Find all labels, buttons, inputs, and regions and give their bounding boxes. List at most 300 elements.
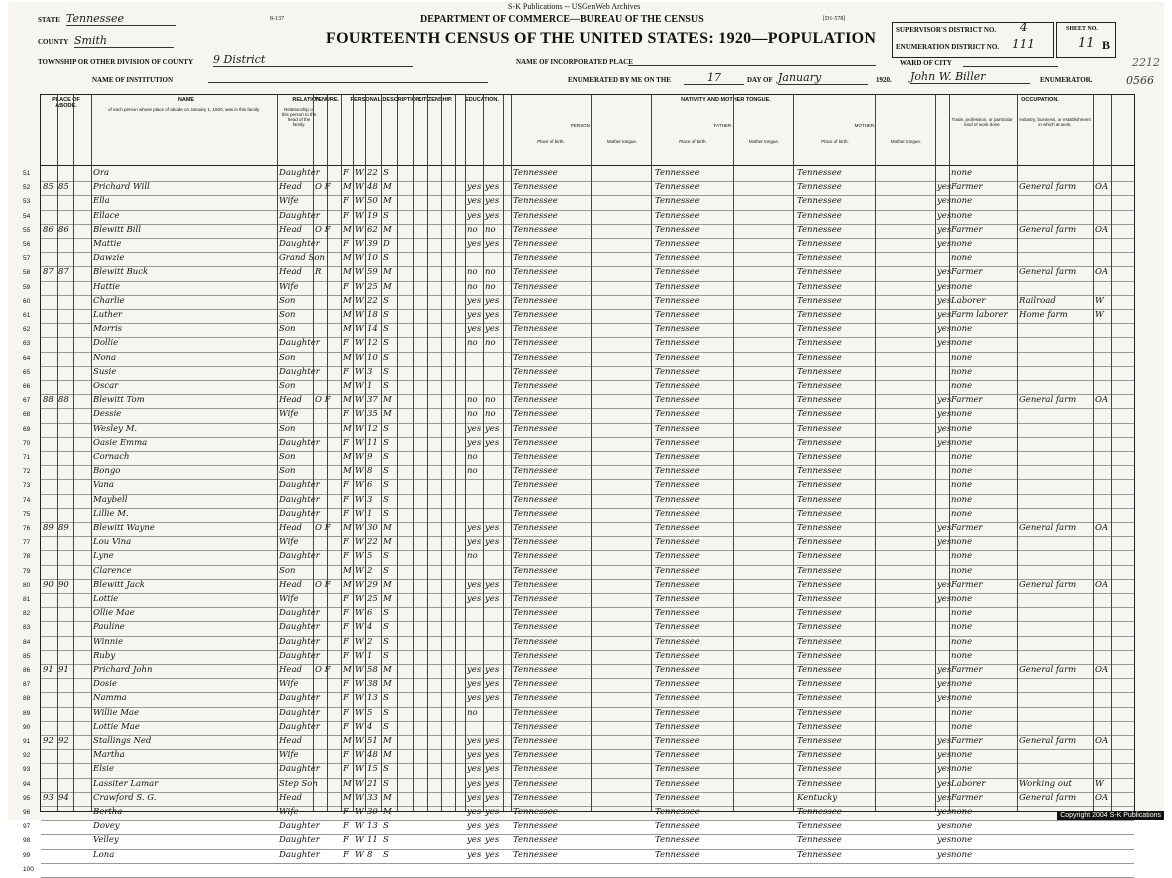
cell-sex: F: [343, 650, 349, 661]
banner: S-K Publications -- USGenWeb Archives: [508, 2, 641, 11]
column-rule: [427, 95, 428, 811]
cell-rel: Grand Son: [279, 253, 325, 264]
cell-rel: Wife: [279, 807, 299, 817]
cell-fbirth: Tennessee: [655, 636, 700, 647]
ward-value: [963, 66, 1058, 67]
cell-mbirth: Tennessee: [797, 253, 842, 264]
cell-ms: M: [383, 537, 392, 548]
cell-age: 39: [367, 239, 378, 249]
cell-birth: Tennessee: [513, 182, 558, 193]
cell-write: yes: [485, 182, 500, 193]
cell-race: W: [355, 707, 364, 718]
person-tongue-subhead: Mother tongue.: [606, 139, 638, 144]
cell-sex: F: [343, 409, 349, 420]
cell-rel: Head: [279, 579, 302, 590]
cell-name: Susie: [93, 366, 117, 377]
cell-write: no: [485, 409, 496, 420]
line-number: 55: [23, 226, 31, 234]
cell-speak: yes: [937, 324, 952, 335]
cell-mbirth: Tennessee: [797, 665, 842, 675]
cell-sex: M: [343, 423, 352, 434]
cell-ind: Railroad: [1019, 295, 1056, 306]
cell-race: W: [355, 565, 364, 576]
sheet-side: B: [1102, 38, 1111, 52]
cell-sex: F: [343, 835, 349, 846]
cell-fbirth: Tennessee: [655, 295, 700, 306]
header-separator: [41, 165, 1134, 166]
cell-ms: S: [383, 295, 389, 306]
cell-age: 12: [367, 338, 378, 349]
cell-mbirth: Tennessee: [797, 693, 842, 704]
cell-race: W: [355, 239, 364, 249]
cell-sex: M: [343, 182, 352, 193]
cell-read: no: [467, 338, 478, 349]
cell-name: Blewitt Wayne: [93, 523, 155, 533]
cell-fbirth: Tennessee: [655, 537, 700, 548]
cell-age: 8: [367, 849, 373, 860]
cell-sex: F: [343, 196, 349, 207]
cell-sex: M: [343, 665, 352, 675]
cell-speak: yes: [937, 224, 952, 235]
cell-birth: Tennessee: [513, 239, 558, 249]
cell-ms: M: [383, 224, 392, 235]
cell-dw: 85: [43, 182, 54, 193]
line-number: 60: [23, 297, 31, 305]
cell-race: W: [355, 608, 364, 619]
cell-race: W: [355, 310, 364, 320]
cell-occ: Farmer: [951, 395, 983, 406]
cell-birth: Tennessee: [513, 736, 558, 746]
cell-ms: M: [383, 523, 392, 533]
cell-ms: M: [383, 409, 392, 420]
cell-race: W: [355, 849, 364, 860]
cell-mbirth: Tennessee: [797, 480, 842, 491]
cell-fbirth: Tennessee: [655, 409, 700, 420]
state-value: Tennessee: [66, 12, 176, 26]
cell-mbirth: Tennessee: [797, 835, 842, 846]
cell-fbirth: Tennessee: [655, 366, 700, 377]
cell-rel: Head: [279, 792, 302, 803]
cell-rel: Step Son: [279, 778, 318, 789]
cell-race: W: [355, 338, 364, 349]
line-number: 71: [23, 454, 31, 461]
cell-birth: Tennessee: [513, 466, 558, 477]
cell-age: 58: [367, 665, 378, 675]
cell-rel: Daughter: [279, 366, 320, 377]
cell-fbirth: Tennessee: [655, 452, 700, 462]
cell-birth: Tennessee: [513, 579, 558, 590]
cell-birth: Tennessee: [513, 551, 558, 562]
cell-write: yes: [485, 239, 500, 249]
line-number: 74: [23, 496, 31, 504]
cell-age: 21: [367, 778, 378, 789]
cell-name: Bongo: [93, 466, 121, 477]
cell-rel: Daughter: [279, 480, 320, 491]
cell-age: 48: [367, 750, 378, 761]
cell-write: no: [485, 267, 496, 278]
cell-sex: M: [343, 579, 352, 590]
cell-birth: Tennessee: [513, 622, 558, 633]
cell-rel: Daughter: [279, 168, 320, 178]
cell-dw: 93: [43, 792, 54, 803]
cell-fbirth: Tennessee: [655, 551, 700, 562]
cell-read: yes: [467, 835, 482, 846]
name-description: of each person whose place of abode on January 1, 1920, was in this family.: [107, 107, 260, 112]
cell-mbirth: Tennessee: [797, 281, 842, 292]
column-rule: [483, 95, 484, 811]
cell-sex: M: [343, 295, 352, 306]
cell-name: Nona: [93, 352, 117, 363]
cell-mbirth: Tennessee: [797, 182, 842, 193]
group-occupation: OCCUPATION.: [1021, 97, 1059, 103]
cell-race: W: [355, 721, 364, 732]
cell-mbirth: Tennessee: [797, 679, 842, 690]
cell-read: yes: [467, 792, 482, 803]
cell-rel: Daughter: [279, 608, 320, 619]
cell-read: yes: [467, 594, 482, 604]
cell-speak: yes: [937, 693, 952, 704]
line-number: 78: [23, 553, 31, 561]
cell-name: Martha: [93, 750, 125, 761]
cell-name: Pauline: [93, 622, 125, 633]
cell-birth: Tennessee: [513, 523, 558, 533]
line-number: 92: [23, 752, 31, 760]
cell-birth: Tennessee: [513, 267, 558, 278]
cell-read: yes: [467, 807, 482, 817]
line-number: 73: [23, 482, 31, 490]
cell-race: W: [355, 466, 364, 477]
cell-name: Charlie: [93, 295, 125, 306]
cell-read: no: [467, 551, 478, 562]
cell-occ: Farmer: [951, 224, 983, 235]
cell-race: W: [355, 480, 364, 491]
cell-occ: none: [951, 707, 973, 718]
cell-mbirth: Tennessee: [797, 807, 842, 817]
person-birth-subhead: Place of birth.: [537, 139, 565, 144]
cell-name: Dollie: [93, 338, 119, 349]
cell-birth: Tennessee: [513, 608, 558, 619]
cell-race: W: [355, 594, 364, 604]
cell-name: Blewitt Buck: [93, 267, 149, 278]
cell-sex: F: [343, 679, 349, 690]
cell-ind: General farm: [1019, 182, 1077, 193]
column-rule: [875, 95, 876, 811]
incorporated-value: [628, 65, 876, 66]
cell-read: yes: [467, 310, 482, 320]
county-label: COUNTY: [38, 38, 69, 46]
cell-birth: Tennessee: [513, 807, 558, 817]
cell-sex: M: [343, 395, 352, 406]
cell-speak: yes: [937, 792, 952, 803]
column-rule: [455, 95, 456, 811]
line-number: 67: [23, 397, 31, 405]
cell-fbirth: Tennessee: [655, 849, 700, 860]
cell-race: W: [355, 551, 364, 562]
cell-sex: F: [343, 338, 349, 349]
mother-tongue-subhead: Mother tongue.: [890, 139, 922, 144]
cell-write: yes: [485, 594, 500, 604]
line-number: 96: [23, 809, 31, 816]
cell-fbirth: Tennessee: [655, 324, 700, 335]
mother-subhead: MOTHER.: [854, 123, 876, 128]
group-name: NAME: [177, 97, 195, 103]
line-number: 81: [23, 596, 31, 603]
cell-rel: Daughter: [279, 707, 320, 718]
cell-speak: yes: [937, 523, 952, 533]
cell-rel: Daughter: [279, 821, 320, 832]
cell-birth: Tennessee: [513, 352, 558, 363]
cell-race: W: [355, 764, 364, 775]
line-number: 90: [23, 723, 31, 731]
cell-rel: Daughter: [279, 622, 320, 633]
line-number: 97: [23, 823, 31, 831]
cell-read: no: [467, 267, 478, 278]
cell-race: W: [355, 409, 364, 420]
cell-rel: Head: [279, 395, 302, 406]
cell-code: OA: [1095, 736, 1109, 746]
cell-birth: Tennessee: [513, 792, 558, 803]
cell-birth: Tennessee: [513, 480, 558, 491]
cell-fbirth: Tennessee: [655, 437, 700, 448]
cell-ms: S: [383, 636, 389, 647]
cell-occ: none: [951, 324, 973, 335]
cell-mbirth: Tennessee: [797, 565, 842, 576]
cell-rel: Son: [279, 565, 296, 576]
cell-sex: F: [343, 750, 349, 761]
cell-mbirth: Tennessee: [797, 338, 842, 349]
cell-age: 38: [367, 679, 378, 690]
cell-fbirth: Tennessee: [655, 508, 700, 519]
cell-tenure: O F: [315, 665, 331, 675]
line-number: 76: [23, 525, 31, 532]
cell-fbirth: Tennessee: [655, 579, 700, 590]
line-number: 66: [23, 383, 31, 390]
cell-sex: F: [343, 608, 349, 619]
cell-mbirth: Tennessee: [797, 764, 842, 775]
cell-rel: Head: [279, 224, 302, 235]
cell-rel: Son: [279, 423, 296, 434]
cell-mbirth: Tennessee: [797, 324, 842, 335]
cell-speak: yes: [937, 239, 952, 249]
cell-code: W: [1095, 778, 1104, 789]
line-number: 86: [23, 667, 31, 674]
form-code: 8-137: [270, 16, 284, 22]
cell-name: Ellace: [93, 210, 120, 221]
cell-sex: M: [343, 310, 352, 320]
cell-age: 29: [367, 579, 378, 590]
cell-write: yes: [485, 778, 500, 789]
column-rule: [793, 95, 794, 811]
cell-read: yes: [467, 764, 482, 775]
cell-mbirth: Tennessee: [797, 821, 842, 832]
cell-sex: F: [343, 636, 349, 647]
cell-code: OA: [1095, 267, 1109, 278]
cell-birth: Tennessee: [513, 452, 558, 462]
cell-ms: D: [383, 239, 390, 249]
day-of-label: DAY OF: [747, 76, 773, 84]
cell-rel: Wife: [279, 679, 299, 690]
cell-age: 22: [367, 168, 378, 178]
cell-race: W: [355, 508, 364, 519]
cell-mbirth: Kentucky: [797, 792, 838, 803]
cell-age: 35: [367, 409, 378, 420]
cell-name: Hattie: [93, 281, 121, 292]
department-heading: DEPARTMENT OF COMMERCE—BUREAU OF THE CENSUS: [420, 14, 704, 25]
cell-mbirth: Tennessee: [797, 295, 842, 306]
cell-dw: 88: [43, 395, 54, 406]
cell-age: 1: [367, 508, 373, 519]
column-rule: [313, 95, 314, 811]
cell-ms: S: [383, 366, 389, 377]
cell-race: W: [355, 423, 364, 434]
cell-birth: Tennessee: [513, 395, 558, 406]
form-ref: [D1-578]: [823, 16, 846, 22]
cell-race: W: [355, 381, 364, 391]
cell-read: no: [467, 409, 478, 420]
cell-age: 11: [367, 437, 378, 448]
column-rule: [91, 95, 92, 811]
county-value: Smith: [74, 34, 174, 48]
cell-sex: F: [343, 494, 349, 505]
column-rule: [503, 95, 504, 811]
institution-value: [208, 82, 488, 83]
cell-race: W: [355, 579, 364, 590]
cell-name: Blewitt Bill: [93, 224, 141, 235]
institution-label: NAME OF INSTITUTION: [92, 76, 174, 84]
cell-dw: 92: [43, 736, 54, 746]
cell-read: no: [467, 395, 478, 406]
cell-ms: S: [383, 650, 389, 661]
cell-tenure: R: [315, 267, 322, 278]
column-rule: [353, 95, 354, 811]
cell-race: W: [355, 224, 364, 235]
cell-fbirth: Tennessee: [655, 736, 700, 746]
cell-name: Lottie: [93, 594, 119, 604]
cell-age: 15: [367, 764, 378, 775]
cell-ms: M: [383, 665, 392, 675]
line-number: 58: [23, 269, 31, 277]
cell-birth: Tennessee: [513, 821, 558, 832]
cell-birth: Tennessee: [513, 764, 558, 775]
cell-fbirth: Tennessee: [655, 182, 700, 193]
enumerator-name: John W. Biller: [910, 70, 1030, 84]
cell-name: Ruby: [93, 650, 116, 661]
cell-birth: Tennessee: [513, 707, 558, 718]
cell-fbirth: Tennessee: [655, 721, 700, 732]
cell-name: Luther: [93, 310, 123, 320]
cell-race: W: [355, 622, 364, 633]
line-number: 88: [23, 695, 31, 703]
relation-description: Relationship of this person to the head of the family.: [281, 107, 317, 127]
line-number: 87: [23, 681, 31, 689]
cell-read: yes: [467, 736, 482, 746]
cell-mbirth: Tennessee: [797, 636, 842, 647]
cell-birth: Tennessee: [513, 324, 558, 335]
cell-name: Ella: [93, 196, 110, 207]
cell-speak: yes: [937, 579, 952, 590]
cell-race: W: [355, 494, 364, 505]
cell-speak: yes: [937, 437, 952, 448]
cell-birth: Tennessee: [513, 778, 558, 789]
cell-name: Velley: [93, 835, 119, 846]
cell-fam: 89: [58, 523, 69, 533]
cell-ms: S: [383, 551, 389, 562]
cell-rel: Son: [279, 381, 296, 391]
cell-write: no: [485, 224, 496, 235]
cell-speak: yes: [937, 395, 952, 406]
cell-mbirth: Tennessee: [797, 622, 842, 633]
cell-birth: Tennessee: [513, 594, 558, 604]
column-rule: [1111, 95, 1112, 811]
cell-mbirth: Tennessee: [797, 551, 842, 562]
cell-name: Wesley M.: [93, 423, 138, 434]
cell-name: Morris: [93, 324, 123, 335]
cell-read: yes: [467, 750, 482, 761]
line-number: 99: [23, 851, 31, 859]
line-number: 95: [23, 794, 31, 802]
incorporated-label: NAME OF INCORPORATED PLACE: [516, 58, 633, 66]
enumerator-label: ENUMERATOR.: [1040, 76, 1093, 84]
cell-occ: none: [951, 807, 973, 817]
enumerated-month: January: [778, 71, 868, 85]
cell-tenure: O F: [315, 182, 331, 193]
cell-ms: S: [383, 494, 389, 505]
cell-fam: 86: [58, 224, 69, 235]
column-rule: [365, 95, 366, 811]
line-number: 68: [23, 411, 31, 419]
cell-tenure: O F: [315, 523, 331, 533]
cell-occ: none: [951, 409, 973, 420]
cell-sex: M: [343, 778, 352, 789]
cell-fam: 94: [58, 792, 69, 803]
cell-occ: none: [951, 452, 973, 462]
cell-sex: M: [343, 381, 352, 391]
year: 1920.: [876, 76, 892, 84]
cell-race: W: [355, 665, 364, 675]
row-rule: [41, 863, 1134, 864]
cell-mbirth: Tennessee: [797, 352, 842, 363]
line-number: 79: [23, 567, 31, 575]
cell-race: W: [355, 650, 364, 661]
cell-speak: yes: [937, 778, 952, 789]
cell-birth: Tennessee: [513, 636, 558, 647]
cell-mbirth: Tennessee: [797, 736, 842, 746]
cell-ind: General farm: [1019, 523, 1077, 533]
cell-mbirth: Tennessee: [797, 196, 842, 207]
cell-fbirth: Tennessee: [655, 608, 700, 619]
cell-sex: M: [343, 523, 352, 533]
cell-age: 22: [367, 295, 378, 306]
cell-mbirth: Tennessee: [797, 537, 842, 548]
cell-age: 9: [367, 452, 373, 462]
line-number: 94: [23, 780, 31, 788]
cell-age: 18: [367, 310, 378, 320]
cell-occ: none: [951, 281, 973, 292]
cell-name: Bertha: [93, 807, 123, 817]
cell-name: Prichard John: [93, 665, 153, 675]
cell-occ: none: [951, 551, 973, 562]
industry-subhead: Industry, business, or establishment in which at work.: [1019, 117, 1091, 127]
cell-name: Lou Vina: [93, 537, 132, 548]
cell-rel: Son: [279, 295, 296, 306]
cell-mbirth: Tennessee: [797, 523, 842, 533]
enumerated-day: 17: [684, 71, 744, 85]
cell-age: 11: [367, 835, 378, 846]
column-rule: [341, 95, 342, 811]
cell-race: W: [355, 807, 364, 817]
cell-ms: S: [383, 821, 389, 832]
cell-mbirth: Tennessee: [797, 466, 842, 477]
